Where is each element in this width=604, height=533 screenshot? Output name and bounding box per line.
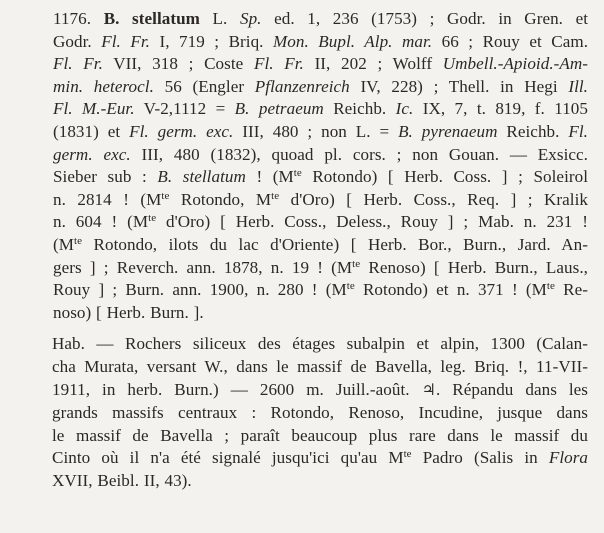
text-run: noso) [ Herb. Burn. ]. xyxy=(53,302,204,322)
superscript-abbrev: te xyxy=(352,257,361,270)
entry-line xyxy=(16,279,588,302)
habitat-line xyxy=(16,470,588,493)
text-run: Renoso) [ Herb. Burn., Laus., xyxy=(360,257,588,277)
text-run: 1911, in herb. Burn.) — 2600 m. Juill.-août. xyxy=(52,379,422,399)
entry-line xyxy=(16,211,588,234)
habitat-line xyxy=(16,333,588,356)
italic-text: B. stellatum xyxy=(157,167,246,187)
entry-line xyxy=(16,234,588,257)
italic-text: Flora xyxy=(548,448,589,468)
text-run: Godr. xyxy=(53,31,102,51)
entry-line xyxy=(16,76,588,99)
habitat-line xyxy=(16,356,588,379)
italic-text: Ill. xyxy=(568,76,588,96)
text-run: d'Oro) [ Herb. Coss., Deless., Rouy ] ; Mab. n. 231 ! xyxy=(156,212,588,232)
text-run: Reichb. xyxy=(497,121,569,141)
italic-text: Fl. M.-Eur. xyxy=(53,99,135,119)
italic-text: Umbell.-Apioid.-Am- xyxy=(442,54,589,74)
text-run: ! (M xyxy=(245,167,294,187)
text-run: I, 719 ; Briq. xyxy=(149,31,273,51)
italic-text: germ. exc. xyxy=(53,144,131,164)
text-run: V-2,1112 = xyxy=(134,99,235,119)
italic-text: Fl. Fr. xyxy=(101,31,150,51)
superscript-abbrev: te xyxy=(161,189,170,202)
entry-line xyxy=(16,302,588,325)
italic-text: Mon. Bupl. Alp. mar. xyxy=(273,31,433,51)
text-run: ed. 1, 236 (1753) ; Godr. in Gren. et xyxy=(261,9,589,28)
italic-text: Pflanzenreich xyxy=(254,76,350,96)
italic-text: Fl. Fr. xyxy=(253,54,304,74)
text-run: 56 (Engler xyxy=(153,76,255,96)
text-run: Reichb. xyxy=(323,99,396,119)
text-run: VII, 318 ; Coste xyxy=(102,54,254,74)
italic-text: B. petraeum xyxy=(234,99,324,119)
text-run: L. xyxy=(212,9,240,28)
text-run: cha Murata, versant W., dans le massif de Bavella, leg. Briq. !, 11-VII- xyxy=(52,356,588,376)
text-run: IV, 228) ; Thell. in Hegi xyxy=(349,76,569,96)
text-run: Rotondo) et n. 371 ! (M xyxy=(354,280,547,300)
superscript-abbrev: te xyxy=(546,280,555,293)
text-run: Hab. — Rochers siliceux des étages subalpin et alpin, 1300 (Calan- xyxy=(52,334,588,354)
text-run: Padro (Salis in xyxy=(411,448,549,468)
text-run: Sieber sub : xyxy=(53,167,158,187)
superscript-abbrev: te xyxy=(346,280,355,293)
italic-text: min. heterocl. xyxy=(53,76,154,96)
text-run: Rouy ] ; Burn. ann. 1900, n. 280 ! (M xyxy=(53,280,347,300)
entry-line xyxy=(16,257,588,280)
entry-line xyxy=(16,53,588,76)
entry-line xyxy=(16,166,588,189)
species-entry xyxy=(16,8,588,324)
text-run: gers ] ; Reverch. ann. 1878, n. 19 ! (M xyxy=(53,257,353,277)
italic-text: Fl. Fr. xyxy=(53,54,103,74)
italic-text: Fl. germ. exc. xyxy=(129,121,234,141)
entry-line xyxy=(16,98,588,121)
text-run: III, 480 ; non L. = xyxy=(233,121,399,141)
entry-line xyxy=(16,189,588,212)
entry-line xyxy=(16,121,588,144)
entry-line-0 xyxy=(213,9,589,28)
habitat-line xyxy=(16,402,588,425)
text-run: Re- xyxy=(554,280,588,300)
entry-heading-line xyxy=(16,8,588,31)
text-run: n. 2814 ! (M xyxy=(53,189,162,209)
entry-line xyxy=(16,144,588,167)
habitat-line xyxy=(16,447,588,470)
italic-text: B. pyrenaeum xyxy=(398,121,498,141)
text-run: n. 604 ! (M xyxy=(53,212,149,232)
habitat-paragraph xyxy=(16,333,588,492)
italic-text: Ic. xyxy=(395,99,414,119)
entry-number: 1176. xyxy=(53,9,92,28)
text-run: Rotondo, M xyxy=(169,189,272,209)
superscript-abbrev: te xyxy=(293,167,302,180)
text-run: (M xyxy=(53,234,74,254)
text-run: Cinto où il n'a été signalé jusqu'ici qu'au M xyxy=(52,448,404,468)
text-run: III, 480 (1832), quoad pl. cors. ; non Gouan. — Exsicc. xyxy=(130,144,588,164)
habitat-line xyxy=(16,425,588,448)
text-run: Rotondo) [ Herb. Coss. ] ; Soleirol xyxy=(301,167,589,187)
italic-text: Fl. xyxy=(568,121,588,141)
text-run: grands massifs centraux : Rotondo, Renoso, Incudine, jusque dans xyxy=(52,403,588,423)
perennial-symbol: ♃ xyxy=(421,381,436,399)
text-run: d'Oro) [ Herb. Coss., Req. ] ; Kralik xyxy=(279,189,588,209)
superscript-abbrev: te xyxy=(148,212,157,225)
entry-body-lines xyxy=(16,31,588,325)
superscript-abbrev: te xyxy=(403,448,412,461)
superscript-abbrev: te xyxy=(74,234,83,247)
entry-line xyxy=(16,31,588,54)
text-run: Rotondo, ilots du lac d'Oriente) [ Herb. Bor., Burn., Jard. An- xyxy=(82,234,588,254)
italic-text: Sp. xyxy=(239,9,262,28)
text-run: XVII, Beibl. II, 43). xyxy=(52,470,192,490)
text-run: IX, 7, t. 819, f. 1105 xyxy=(413,99,588,119)
habitat-line xyxy=(16,379,588,403)
text-run: 66 ; Rouy et Cam. xyxy=(432,31,589,51)
text-run: . Répandu dans les xyxy=(435,379,589,399)
text-run: le massif de Bavella ; paraît beaucoup plus rare dans le massif du xyxy=(52,425,588,445)
text-run: II, 202 ; Wolff xyxy=(303,54,443,74)
superscript-abbrev: te xyxy=(271,189,280,202)
text-run: (1831) et xyxy=(53,121,130,141)
species-name: B. stellatum xyxy=(103,9,200,28)
